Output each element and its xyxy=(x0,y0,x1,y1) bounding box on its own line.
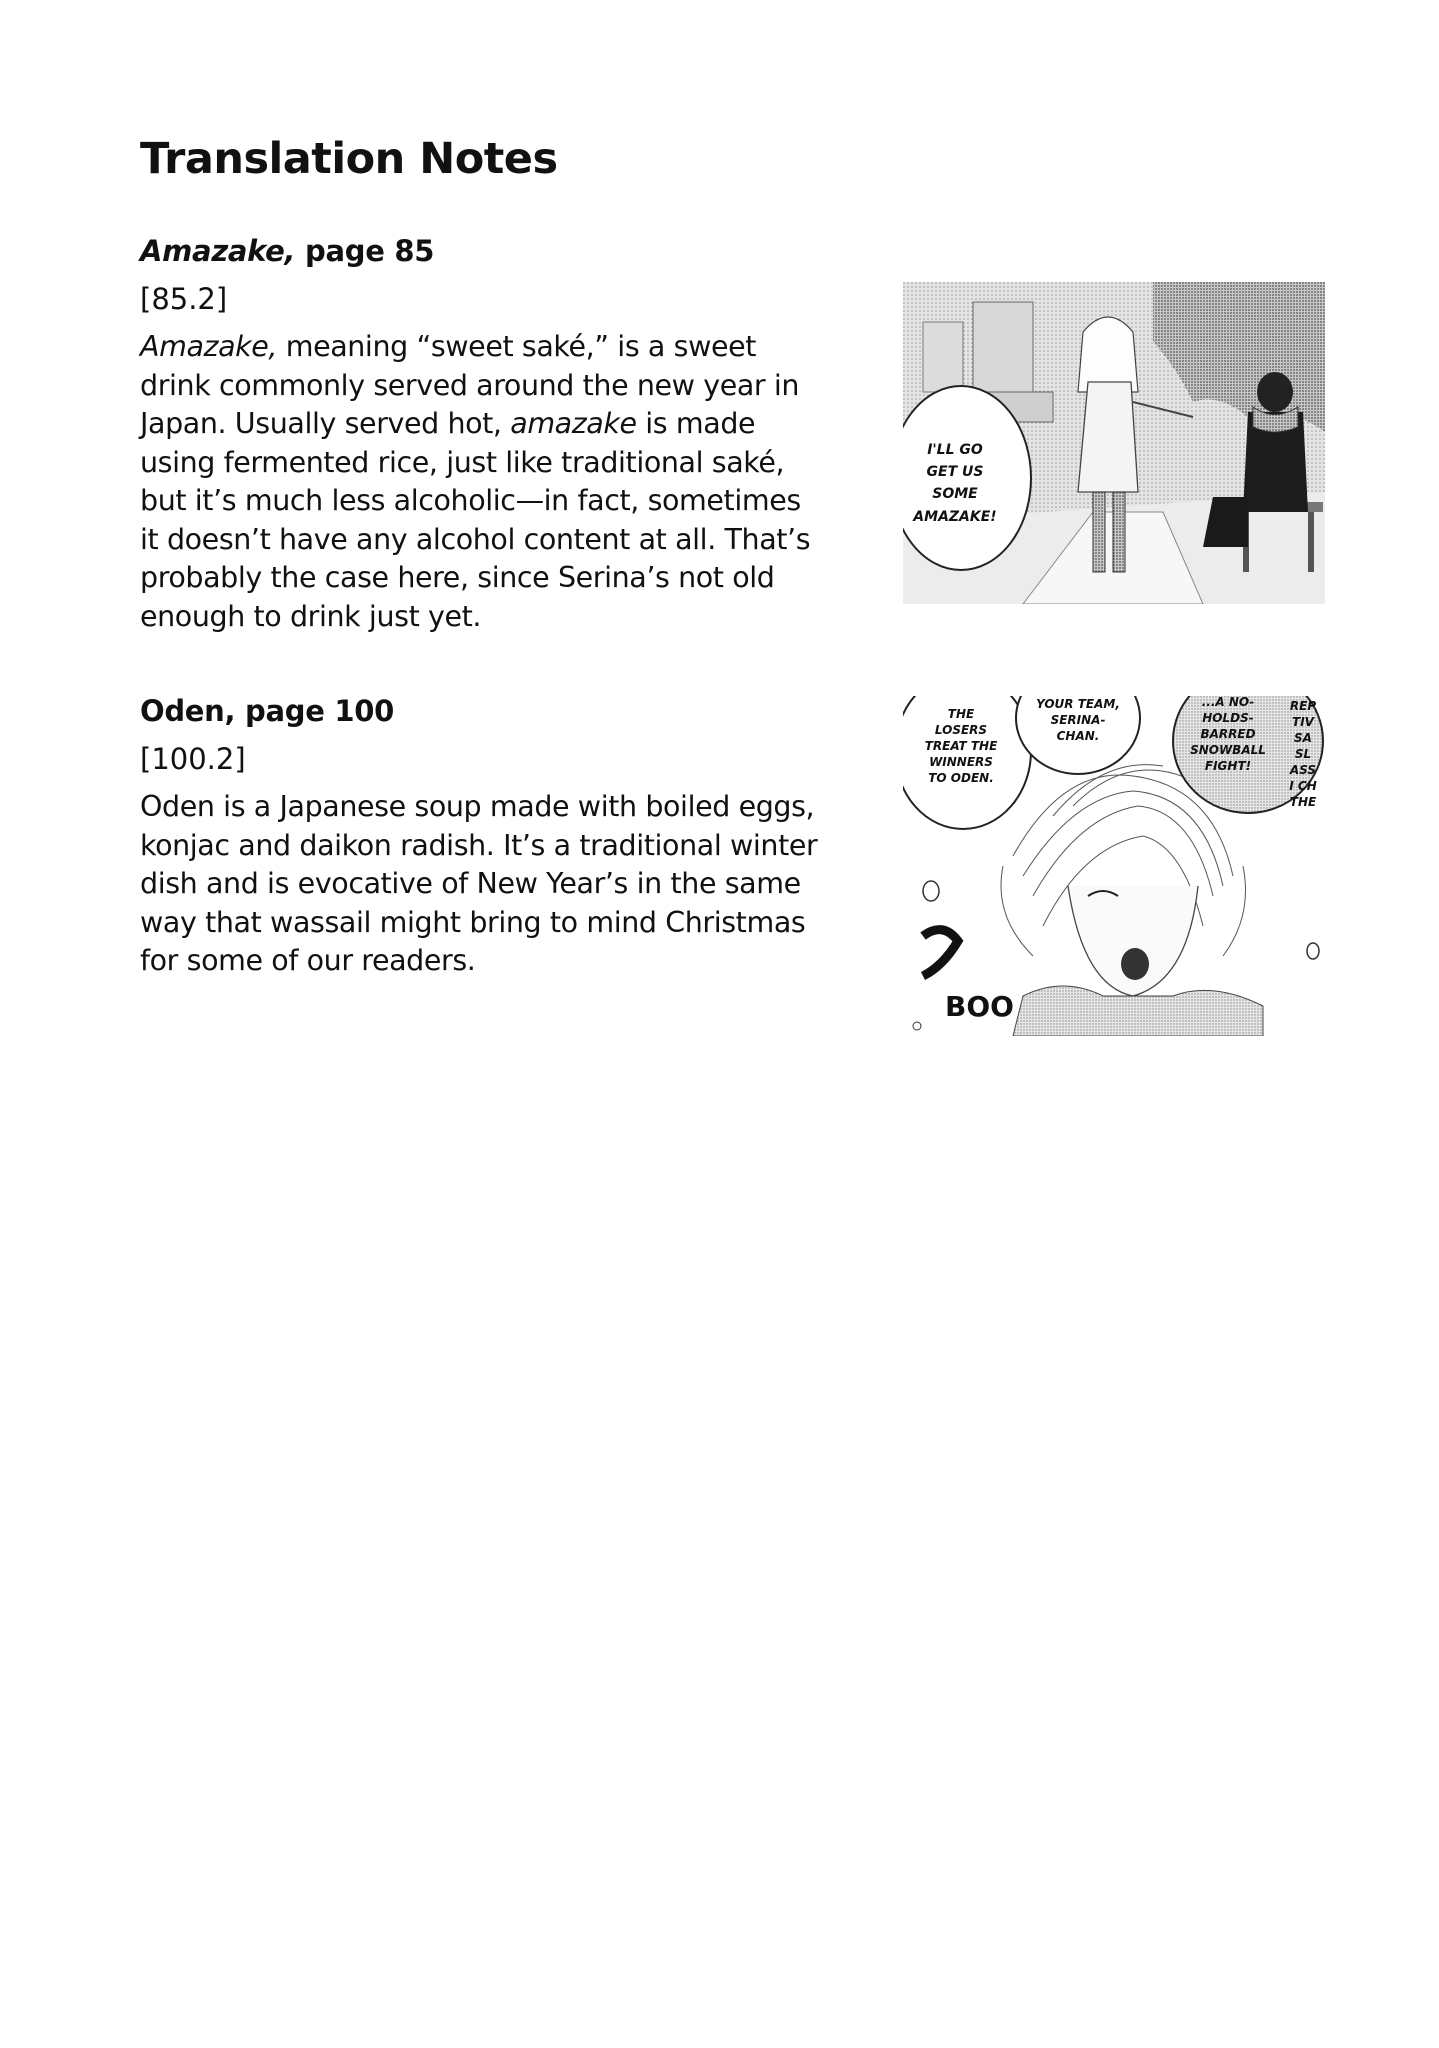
manga-panel-illustration xyxy=(903,282,1325,604)
speech-bubble-line: LOSERS xyxy=(934,723,988,737)
note-heading xyxy=(140,694,820,728)
note-heading xyxy=(140,234,820,268)
speech-bubble-line: SA xyxy=(1294,731,1312,745)
manga-panel-amazake xyxy=(903,282,1325,604)
note-reference: [85.2] xyxy=(140,282,228,316)
speech-bubble-line: WINNERS xyxy=(929,755,993,769)
speech-bubble-line: AMAZAKE! xyxy=(913,509,997,525)
speech-bubble-line: TO ODEN. xyxy=(928,771,994,785)
speech-bubble-line: HOLDS- xyxy=(1202,711,1254,725)
note-reference: [100.2] xyxy=(140,742,246,776)
translation-note-oden xyxy=(140,694,820,981)
note-page-label: page 85 xyxy=(295,234,435,268)
speech-bubble-line: ...A NO- xyxy=(1201,696,1255,709)
note-body-term: Amazake, xyxy=(140,330,278,363)
speech-bubble-line: CHAN. xyxy=(1056,729,1100,743)
note-body xyxy=(140,328,820,636)
note-term: Oden, xyxy=(140,694,236,728)
speech-bubble-line: THE xyxy=(1289,795,1317,809)
note-body-text: is made using fermented rice, just like traditional saké, but it’s much less alcoholic—in fact, sometimes it doesn’t have any alcohol content at all. That’s probably the case here, since Serina’s not old enough to drink just yet. xyxy=(140,407,811,633)
note-body-text: meaning “sweet saké,” is a sweet drink commonly served around the new year in Japan. Usually served hot, xyxy=(140,330,800,440)
speech-bubble-line: SL xyxy=(1294,747,1312,761)
translation-note-amazake xyxy=(140,234,820,636)
sound-effect-text: BOO xyxy=(945,990,1014,1023)
note-page-label: page 100 xyxy=(235,694,395,728)
speech-bubble-line: SERINA- xyxy=(1050,713,1106,727)
speech-bubble-line: I CH xyxy=(1289,779,1317,793)
speech-bubble-line: ASS xyxy=(1289,763,1317,777)
manga-panel-oden xyxy=(903,696,1325,1036)
speech-bubble-line: TIV xyxy=(1292,715,1314,729)
speech-bubble-line: SOME xyxy=(932,486,978,502)
manga-panel-illustration xyxy=(903,696,1325,1036)
speech-bubble-line: THE xyxy=(947,707,975,721)
speech-bubble-line: YOUR TEAM, xyxy=(1036,697,1120,711)
note-term: Amazake, xyxy=(140,234,296,268)
speech-bubble-line: BARRED xyxy=(1200,727,1256,741)
speech-bubble-line: I'LL GO xyxy=(927,442,983,458)
speech-bubble-line: GET US xyxy=(926,464,984,480)
speech-bubble-line: REP xyxy=(1289,699,1317,713)
note-body: Oden is a Japanese soup made with boiled eggs, konjac and daikon radish. It’s a traditional winter dish and is evocative of New Year’s in the same way that wassail might bring to mind Christmas for some of our readers. xyxy=(140,790,818,977)
page-title: Translation Notes xyxy=(140,134,558,184)
speech-bubble-line: TREAT THE xyxy=(924,739,998,753)
note-body-term: amazake xyxy=(510,407,637,440)
speech-bubble-line: SNOWBALL xyxy=(1190,743,1266,757)
speech-bubble-line: FIGHT! xyxy=(1204,759,1252,773)
